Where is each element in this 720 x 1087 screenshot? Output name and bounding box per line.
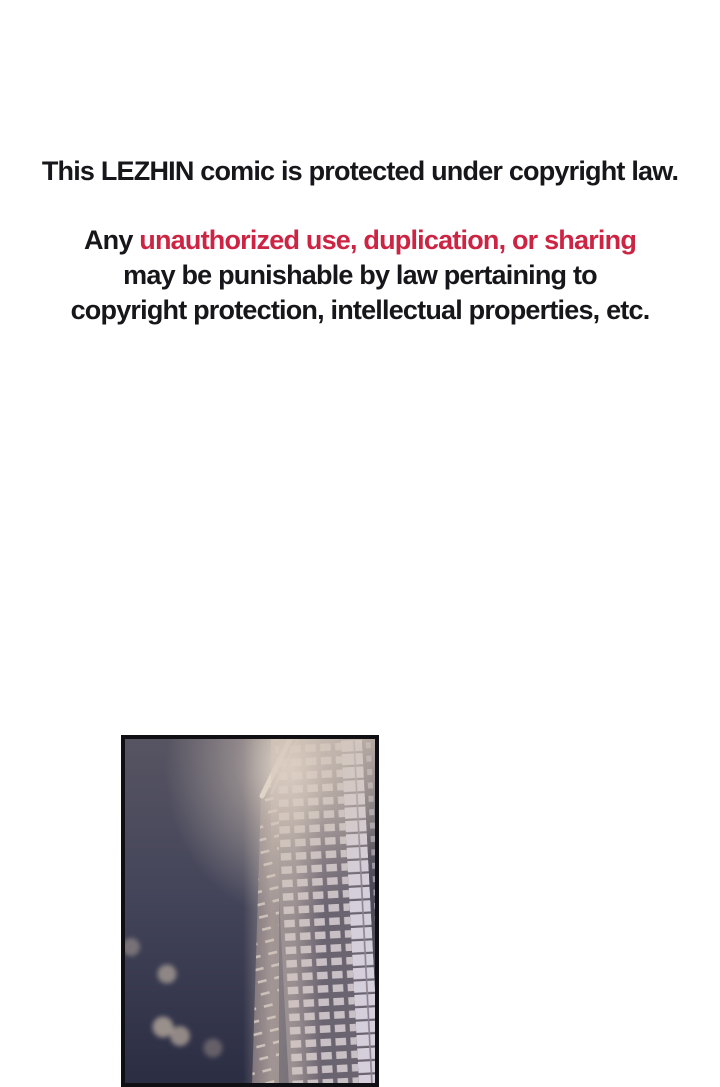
bokeh-light [204,1039,223,1058]
bokeh-light [170,1026,190,1046]
notice-line-2-prefix: Any [83,225,140,255]
bokeh-light [158,965,177,984]
notice-line-2-highlight: unauthorized use, duplication, or sharing [139,225,637,255]
comic-panel [121,735,379,1087]
notice-line-2 [0,223,720,258]
comic-panel-art-skyscraper-night [125,739,375,1083]
copyright-notice [0,153,720,328]
notice-line-1: This LEZHIN comic is protected under copyright law. [41,156,679,186]
notice-line-3: may be punishable by law pertaining to [123,260,597,290]
top-haze-wash [271,739,375,857]
notice-line-4: copyright protection, intellectual properties, etc. [70,295,650,325]
